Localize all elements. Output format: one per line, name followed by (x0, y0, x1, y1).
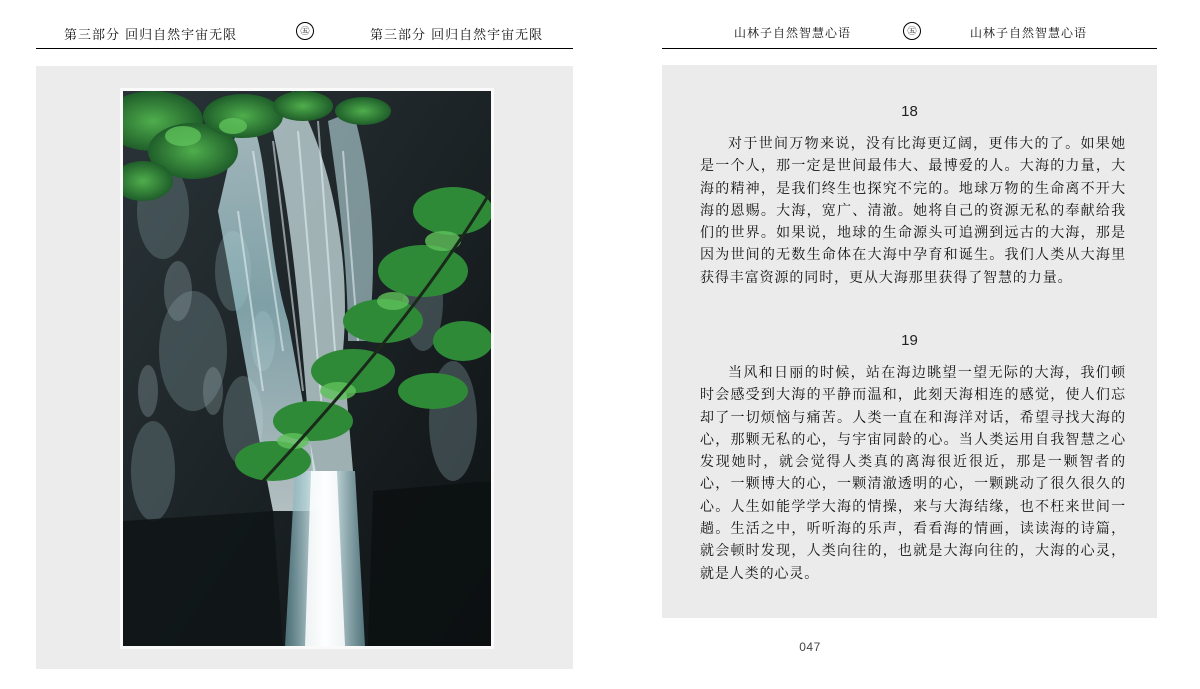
waterfall-photo (120, 88, 494, 649)
section-paragraph: 对于世间万物来说，没有比海更辽阔，更伟大的了。如果她是一个人，那一定是世间最伟大、最博爱的人。大海的力量，大海的精神，是我们终生也探究不完的。地球万物的生命离不开大海的恩赐。大海，宽广、清澈。她将自己的资源无私的奉献给我们的世界。如果说，地球的生命源头可追溯到远古的大海，那是因为世间的无数生命体在大海中孕育和诞生。我们人类从大海里获得丰富资源的同时，更从大海那里获得了智慧的力量。 (700, 136, 1126, 286)
header-book-title-repeat: 山林子自然智慧心语 (970, 26, 1088, 40)
section-number: 19 (901, 332, 918, 349)
section-number: 18 (901, 103, 918, 120)
right-page (600, 0, 1200, 689)
section-paragraph: 当风和日丽的时候，站在海边眺望一望无际的大海，我们顿时会感受到大海的平静而温和，此刻天海相连的感觉，使人们忘却了一切烦恼与痛苦。人类一直在和海洋对话，希望寻找大海的心，那颗无私的心，与宇宙同龄的心。当人类运用自我智慧之心发现她时，就会觉得人类真的离海很近很近，那是一颗智者的心，一颗博大的心，一颗清澈透明的心，一颗跳动了很久很久的心。人生如能学学大海的情操，来与大海结缘，也不枉来世间一趟。生活之中，听听海的乐声，看看海的情画，读读海的诗篇，就会顿时发现，人类向往的，也就是大海向往的，大海的心灵，就是人类的心灵。 (700, 365, 1126, 582)
header-part-title: 第三部分 回归自然宇宙无限 (64, 28, 238, 43)
text-panel (662, 65, 1157, 618)
waterfall-image (123, 91, 491, 646)
header-part-title-repeat: 第三部分 回归自然宇宙无限 (370, 28, 544, 43)
header-badge-icon: ㊄ (296, 22, 314, 40)
running-header-left-page (36, 16, 573, 49)
photo-panel (36, 66, 573, 669)
header-book-title: 山林子自然智慧心语 (734, 26, 852, 40)
running-header-right-page (662, 16, 1157, 49)
page-number: 047 (799, 640, 821, 654)
header-badge-icon: ㊄ (903, 22, 921, 40)
